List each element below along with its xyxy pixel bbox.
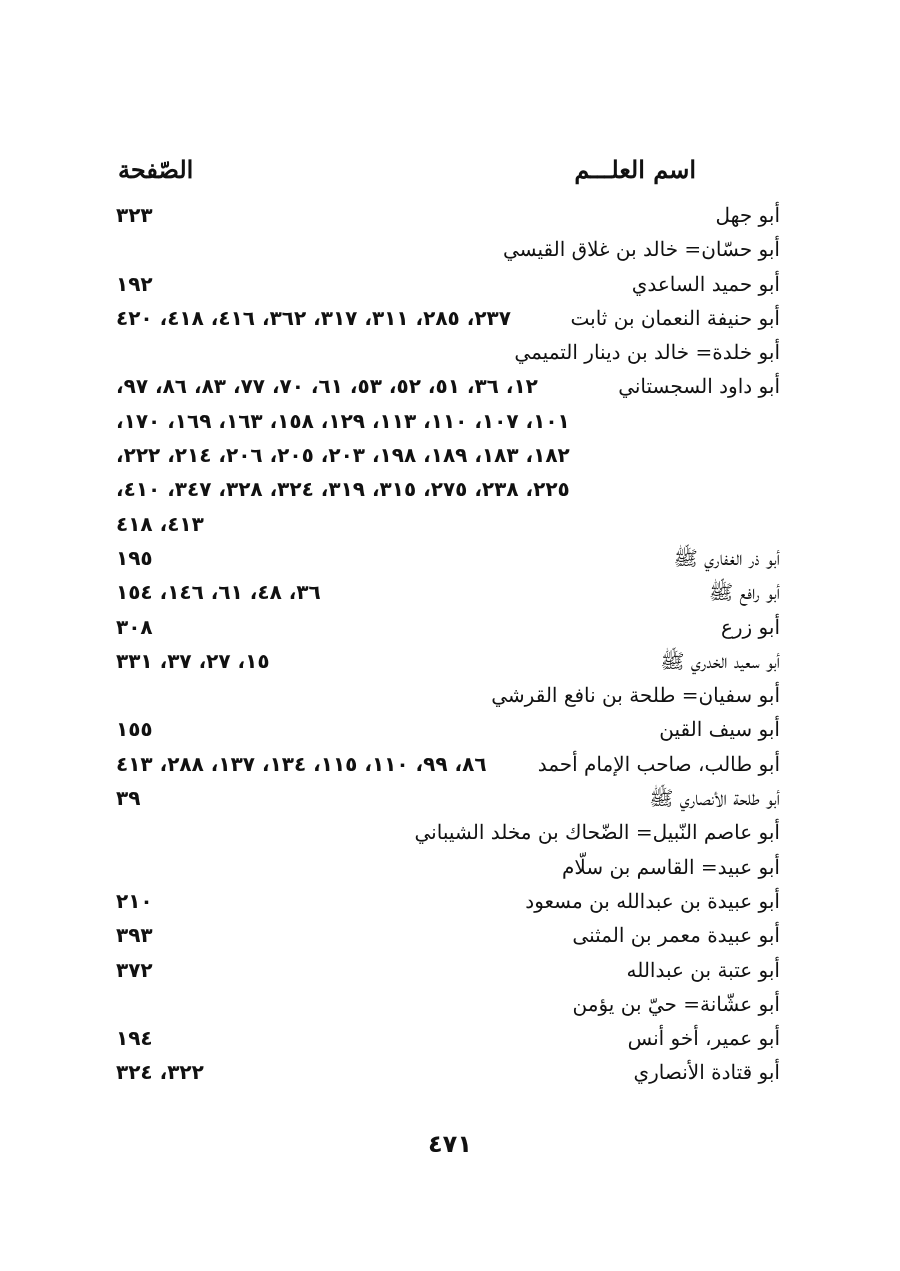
entry-name: أبو سعيد الخدري ﷺ [660,648,780,673]
index-row [110,575,780,609]
entry-name: أبو قتادة الأنصاري [633,1060,780,1085]
entry-pages: ١٩٤ [116,1026,153,1051]
entry-name: أبو عمير، أخو أنس [627,1026,780,1051]
entry-pages: ٨٦، ٩٩، ١١٠، ١١٥، ١٣٤، ١٣٧، ٢٨٨، ٤١٣ [116,751,487,776]
entry-pages: ١٥، ٢٧، ٣٧، ٣٣١ [116,648,270,673]
index-row [110,301,780,335]
entry-pages: ١٨٢، ١٨٣، ١٨٩، ١٩٨، ٢٠٣، ٢٠٥، ٢٠٦، ٢١٤، ٢٢٢، [116,443,570,468]
index-row [110,884,780,918]
page-column-heading: الصّفحة [118,155,194,184]
entry-pages: ٣٧٢ [116,957,153,982]
entry-name: أبو طالب، صاحب الإمام أحمد [537,751,780,776]
index-row [110,267,780,301]
entry-name: أبو حميد الساعدي [631,271,780,296]
entry-name: أبو عشّانة= حيّ بن يؤمن [572,991,780,1016]
index-row [110,781,780,815]
entry-pages: ٣٩ [116,786,141,811]
index-row [110,335,780,369]
entry-name: أبو عاصم النّبيل= الضّحاك بن مخلد الشيباني [414,820,780,845]
index-row [110,404,780,438]
entry-name: أبو سيف القين [659,717,780,742]
entry-name: أبو عبيدة بن عبدالله بن مسعود [525,888,780,913]
index-row [110,815,780,849]
index-row [110,918,780,952]
index-row [110,438,780,472]
entry-name: أبو سفيان= طلحة بن نافع القرشي [491,683,780,708]
entry-name: أبو حسّان= خالد بن غلاق القيسي [502,237,780,262]
index-row [110,232,780,266]
entry-pages: ١٢، ٣٦، ٥١، ٥٢، ٥٣، ٦١، ٧٠، ٧٧، ٨٣، ٨٦، ٩٧، [116,374,538,399]
entry-pages: ١٥٥ [116,717,153,742]
entry-pages: ٢٣٧، ٢٨٥، ٣١١، ٣١٧، ٣٦٢، ٤١٦، ٤١٨، ٤٢٠ [116,305,511,330]
entry-pages: ٢١٠ [116,888,153,913]
entry-pages: ١٠١، ١٠٧، ١١٠، ١١٣، ١٢٩، ١٥٨، ١٦٣، ١٦٩، ١٧٠، [116,408,570,433]
index-row [110,953,780,987]
index-row [110,987,780,1021]
entry-pages: ٣٩٣ [116,923,153,948]
entry-pages: ٢٢٥، ٢٣٨، ٢٧٥، ٣١٥، ٣١٩، ٣٢٤، ٣٢٨، ٣٤٧، ٤١٠، [116,477,570,502]
entry-pages: ٤١٣، ٤١٨ [116,511,204,536]
entry-name: أبو جهل [715,203,780,227]
index-row [110,712,780,746]
entry-name: أبو زرع [720,614,780,639]
index-header [118,155,778,191]
index-row [110,507,780,541]
entry-name: أبو عبيدة معمر بن المثنى [572,923,780,948]
entry-pages: ١٩٥ [116,545,153,570]
index-row [110,541,780,575]
index-row [110,678,780,712]
entry-pages: ١٩٢ [116,271,153,296]
index-row [110,472,780,506]
index-row [110,850,780,884]
index-row [110,1055,780,1089]
index-row [110,369,780,403]
index-row [110,747,780,781]
entry-pages: ٣٠٨ [116,614,153,639]
entry-pages: ٣٦، ٤٨، ٦١، ١٤٦، ١٥٤ [116,580,321,605]
entry-name: أبو خلدة= خالد بن دينار التميمي [514,340,780,365]
page-number: ٤٧١ [428,1130,472,1158]
index-row [110,198,780,232]
index-row [110,644,780,678]
name-column-heading: اسم العلـــم [574,155,696,184]
entry-name: أبو عبيد= القاسم بن سلّام [562,854,780,879]
index-entries [110,198,780,1090]
entry-name: أبو طلحة الأنصاري ﷺ [649,786,780,811]
entry-name: أبو عتبة بن عبدالله [626,957,780,982]
entry-pages: ٣٢٣ [116,203,153,227]
index-row [110,610,780,644]
entry-name: أبو داود السجستاني [618,374,780,399]
entry-name: أبو ذر الغفاري ﷺ [673,545,780,570]
entry-name: أبو رافع ﷺ [709,580,780,605]
entry-name: أبو حنيفة النعمان بن ثابت [570,305,780,330]
entry-pages: ٣٢٢، ٣٢٤ [116,1060,204,1085]
index-row [110,1021,780,1055]
